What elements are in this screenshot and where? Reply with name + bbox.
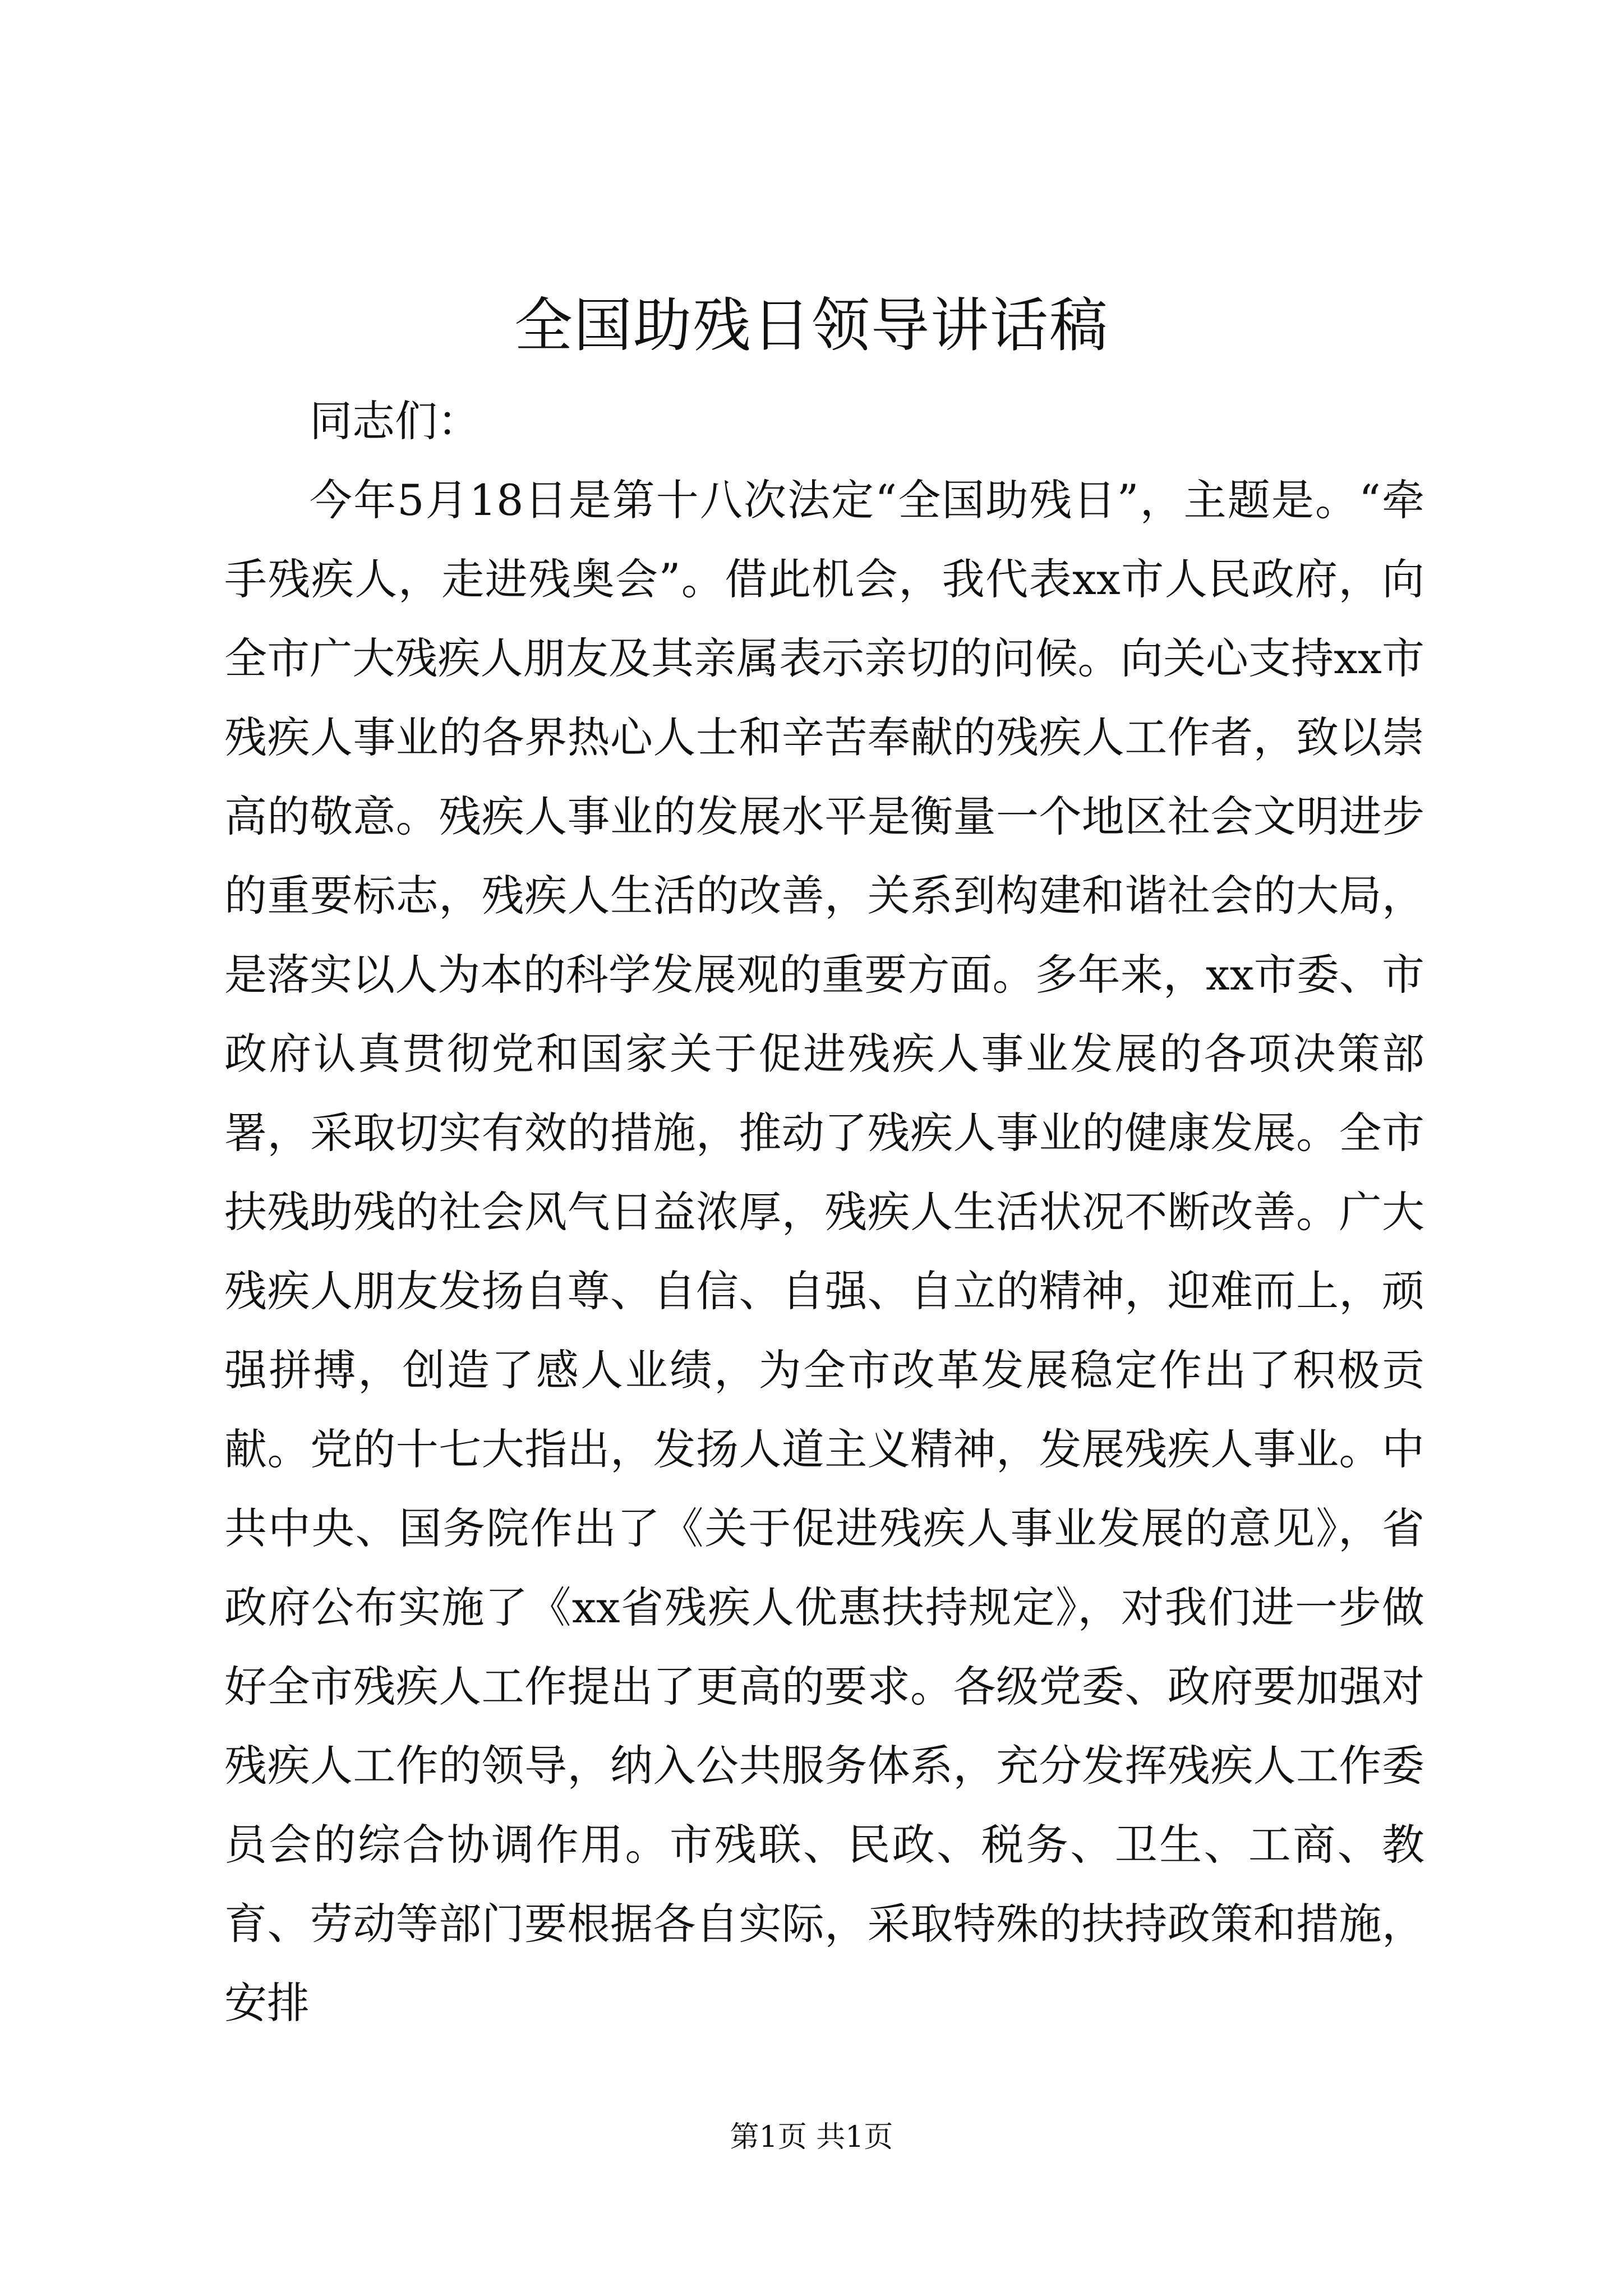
document-body: [224, 381, 1424, 2042]
document-title: 全国助残日领导讲话稿: [514, 291, 1109, 360]
page-footer: 第1页 共1页: [730, 2120, 893, 2154]
body-paragraph: 今年5月18日是第十八次法定“全国助残日”，主题是。“牵手残疾人，走进残奥会”。借此机会，我代表xx市人民政府，向全市广大残疾人朋友及其亲属表示亲切的问候。向关心支持xx市残疾人事业的各界热心人士和辛苦奉献的残疾人工作者，致以崇高的敬意。残疾人事业的发展水平是衡量一个地区社会文明进步的重要标志，残疾人生活的改善，关系到构建和谐社会的大局，是落实以人为本的科学发展观的重要方面。多年来，xx市委、市政府认真贯彻党和国家关于促进残疾人事业发展的各项决策部署，采取切实有效的措施，推动了残疾人事业的健康发展。全市扶残助残的社会风气日益浓厚，残疾人生活状况不断改善。广大残疾人朋友发扬自尊、自信、自强、自立的精神，迎难而上，顽强拼搏，创造了感人业绩，为全市改革发展稳定作出了积极贡献。党的十七大指出，发扬人道主义精神，发展残疾人事业。中共中央、国务院作出了《关于促进残疾人事业发展的意见》，省政府公布实施了《xx省残疾人优惠扶持规定》，对我们进一步做好全市残疾人工作提出了更高的要求。各级党委、政府要加强对残疾人工作的领导，纳入公共服务体系，充分发挥残疾人工作委员会的综合协调作用。市残联、民政、税务、卫生、工商、教育、劳动等部门要根据各自实际，采取特殊的扶持政策和措施，安排: [224, 475, 1424, 2028]
salutation: 同志们：: [310, 396, 480, 446]
